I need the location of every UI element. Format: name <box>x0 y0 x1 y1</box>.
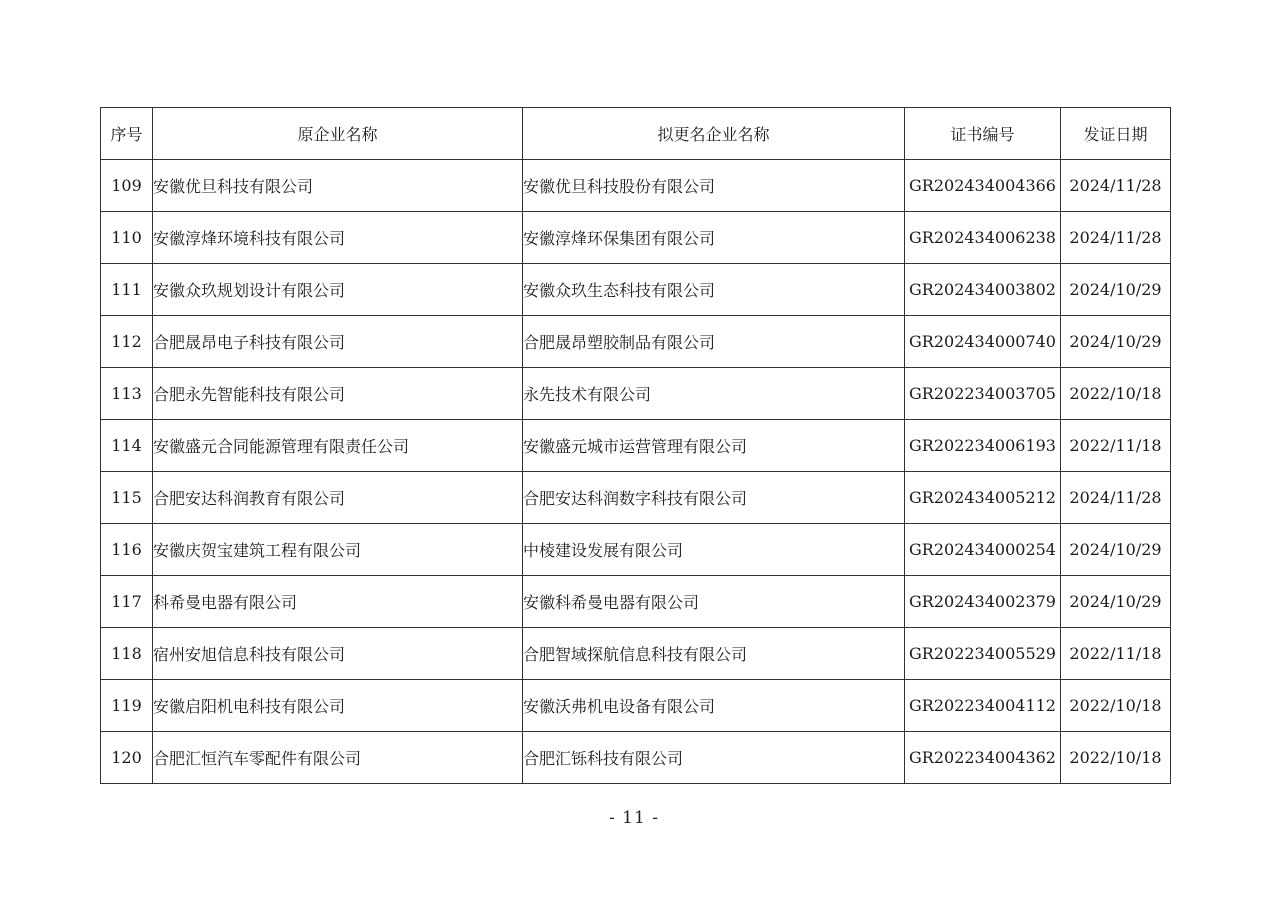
cell-seq: 119 <box>101 680 153 732</box>
cell-cert-no: GR202434005212 <box>905 472 1061 524</box>
table-row <box>101 368 1171 420</box>
cell-issue-date: 2022/11/18 <box>1061 420 1171 472</box>
cell-new-name: 安徽众玖生态科技有限公司 <box>523 264 905 316</box>
header-old-name: 原企业名称 <box>153 108 523 160</box>
cell-cert-no: GR202434002379 <box>905 576 1061 628</box>
cell-issue-date: 2024/10/29 <box>1061 524 1171 576</box>
cell-new-name: 安徽盛元城市运营管理有限公司 <box>523 420 905 472</box>
cell-seq: 110 <box>101 212 153 264</box>
cell-issue-date: 2024/10/29 <box>1061 264 1171 316</box>
cell-issue-date: 2024/10/29 <box>1061 316 1171 368</box>
table-row <box>101 732 1171 784</box>
cell-cert-no: GR202434000254 <box>905 524 1061 576</box>
cell-cert-no: GR202234004362 <box>905 732 1061 784</box>
cell-old-name: 合肥永先智能科技有限公司 <box>153 368 523 420</box>
cell-old-name: 合肥晟昂电子科技有限公司 <box>153 316 523 368</box>
cell-old-name: 安徽启阳机电科技有限公司 <box>153 680 523 732</box>
cell-new-name: 安徽科希曼电器有限公司 <box>523 576 905 628</box>
page-number: - 11 - <box>609 808 659 828</box>
cell-seq: 112 <box>101 316 153 368</box>
table-row <box>101 264 1171 316</box>
cell-new-name: 合肥汇铄科技有限公司 <box>523 732 905 784</box>
cell-issue-date: 2024/11/28 <box>1061 160 1171 212</box>
cell-new-name: 安徽沃弗机电设备有限公司 <box>523 680 905 732</box>
cell-cert-no: GR202234003705 <box>905 368 1061 420</box>
cell-old-name: 安徽优旦科技有限公司 <box>153 160 523 212</box>
table-row <box>101 316 1171 368</box>
cell-issue-date: 2024/10/29 <box>1061 576 1171 628</box>
cell-seq: 120 <box>101 732 153 784</box>
cell-new-name: 永先技术有限公司 <box>523 368 905 420</box>
cell-new-name: 安徽优旦科技股份有限公司 <box>523 160 905 212</box>
cell-seq: 117 <box>101 576 153 628</box>
cell-issue-date: 2024/11/28 <box>1061 472 1171 524</box>
cell-seq: 118 <box>101 628 153 680</box>
cell-issue-date: 2022/10/18 <box>1061 680 1171 732</box>
cell-cert-no: GR202234004112 <box>905 680 1061 732</box>
cell-cert-no: GR202434003802 <box>905 264 1061 316</box>
header-seq: 序号 <box>101 108 153 160</box>
cell-old-name: 安徽众玖规划设计有限公司 <box>153 264 523 316</box>
cell-new-name: 中棱建设发展有限公司 <box>523 524 905 576</box>
table-row <box>101 160 1171 212</box>
cell-old-name: 合肥汇恒汽车零配件有限公司 <box>153 732 523 784</box>
cell-cert-no: GR202234005529 <box>905 628 1061 680</box>
cell-seq: 115 <box>101 472 153 524</box>
cell-old-name: 合肥安达科润教育有限公司 <box>153 472 523 524</box>
table-row <box>101 524 1171 576</box>
header-cert-no: 证书编号 <box>905 108 1061 160</box>
cell-new-name: 合肥智域探航信息科技有限公司 <box>523 628 905 680</box>
cell-cert-no: GR202434004366 <box>905 160 1061 212</box>
cell-new-name: 合肥晟昂塑胶制品有限公司 <box>523 316 905 368</box>
cell-new-name: 安徽淳烽环保集团有限公司 <box>523 212 905 264</box>
table-row <box>101 420 1171 472</box>
cell-seq: 109 <box>101 160 153 212</box>
cell-old-name: 宿州安旭信息科技有限公司 <box>153 628 523 680</box>
cell-issue-date: 2024/11/28 <box>1061 212 1171 264</box>
cell-old-name: 安徽庆贺宝建筑工程有限公司 <box>153 524 523 576</box>
cell-cert-no: GR202434000740 <box>905 316 1061 368</box>
cell-old-name: 科希曼电器有限公司 <box>153 576 523 628</box>
cell-old-name: 安徽盛元合同能源管理有限责任公司 <box>153 420 523 472</box>
header-issue-date: 发证日期 <box>1061 108 1171 160</box>
table-row <box>101 472 1171 524</box>
cell-cert-no: GR202434006238 <box>905 212 1061 264</box>
cell-seq: 111 <box>101 264 153 316</box>
company-rename-table <box>100 107 1171 784</box>
table-header-row <box>101 108 1171 160</box>
header-new-name: 拟更名企业名称 <box>523 108 905 160</box>
table-row <box>101 628 1171 680</box>
cell-cert-no: GR202234006193 <box>905 420 1061 472</box>
table-row <box>101 212 1171 264</box>
cell-issue-date: 2022/10/18 <box>1061 368 1171 420</box>
cell-issue-date: 2022/11/18 <box>1061 628 1171 680</box>
table-row <box>101 576 1171 628</box>
cell-seq: 114 <box>101 420 153 472</box>
cell-new-name: 合肥安达科润数字科技有限公司 <box>523 472 905 524</box>
table-row <box>101 680 1171 732</box>
cell-issue-date: 2022/10/18 <box>1061 732 1171 784</box>
cell-seq: 116 <box>101 524 153 576</box>
cell-seq: 113 <box>101 368 153 420</box>
cell-old-name: 安徽淳烽环境科技有限公司 <box>153 212 523 264</box>
